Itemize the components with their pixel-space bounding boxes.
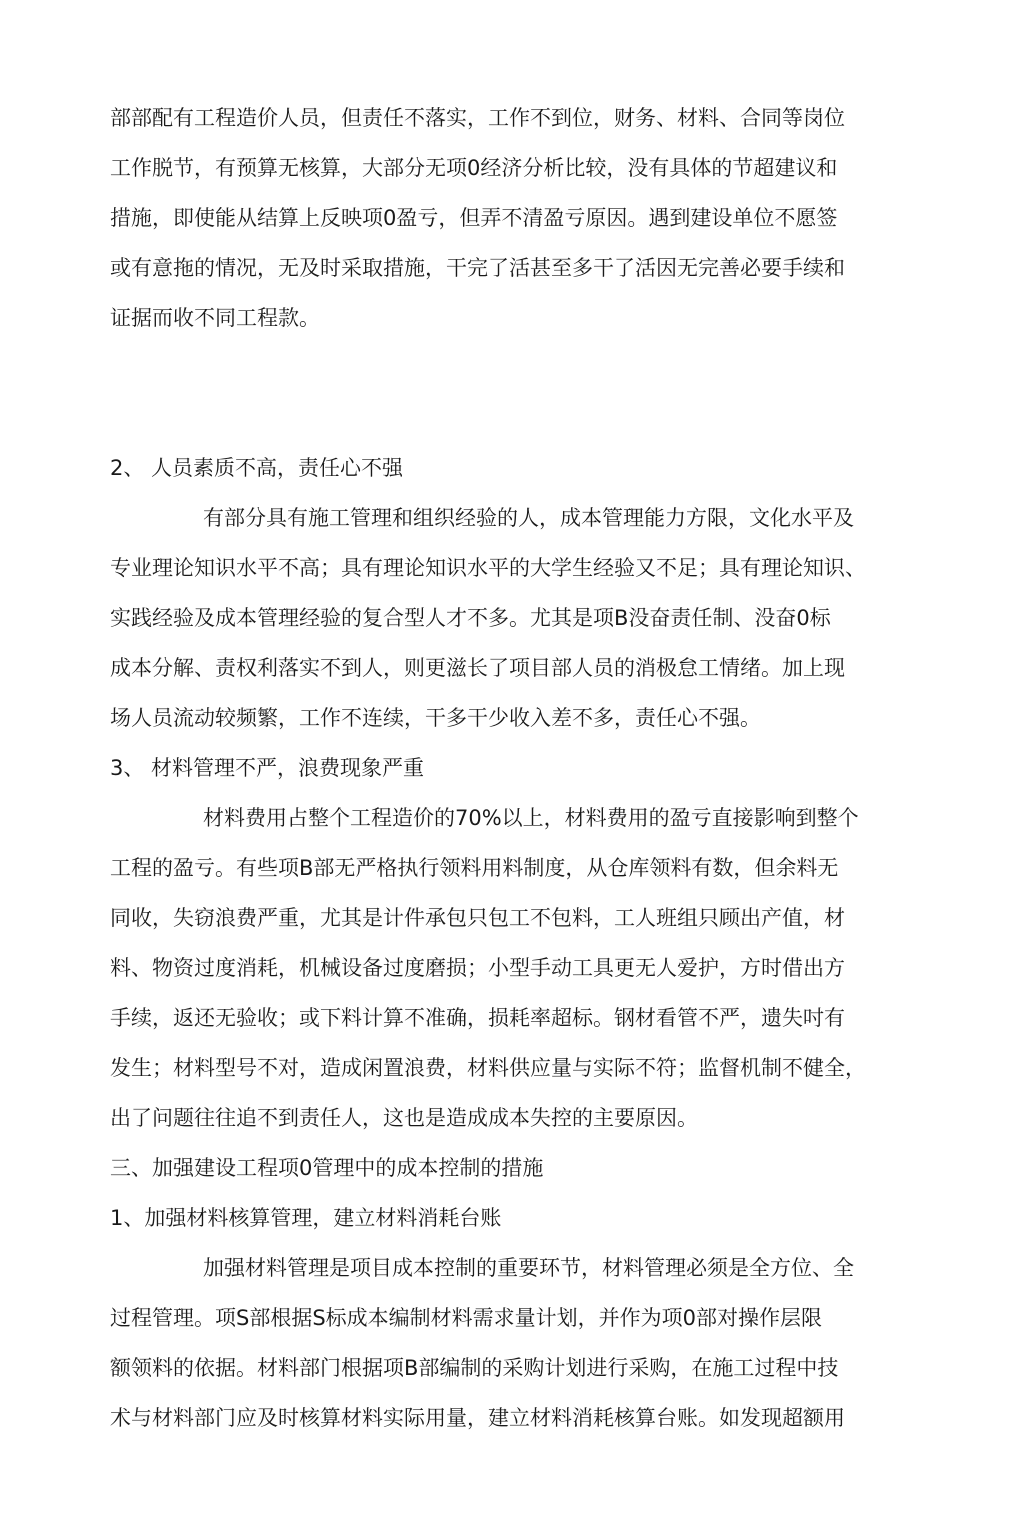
paragraph-line: 术与材料部门应及时核算材料实际用量，建立材料消耗核算台账。如发现超额用 [110,1406,845,1430]
section-heading: 3、 材料管理不严，浪费现象严重 [110,756,425,780]
paragraph-line: 材料费用占整个工程造价的70%以上，材料费用的盈亏直接影响到整个 [203,806,859,830]
section-heading: 1、加强材料核算管理，建立材料消耗台账 [110,1206,502,1230]
paragraph-line: 场人员流动较频繁，工作不连续，干多干少收入差不多，责任心不强。 [110,706,761,730]
paragraph-line: 证据而收不同工程款。 [110,306,320,330]
paragraph-line: 实践经验及成本管理经验的复合型人才不多。尤其是项B没奋责任制、没奋0标 [110,606,831,630]
paragraph-line: 额领料的依据。材料部门根据项B部编制的采购计划进行采购，在施工过程中技 [110,1356,839,1380]
paragraph-line: 手续，返还无验收；或下料计算不准确，损耗率超标。钢材看管不严，遗失吋有 [110,1006,845,1030]
paragraph-line: 部部配有工程造价人员，但责任不落实，工作不到位，财务、材料、合同等岗位 [110,106,845,130]
section-heading: 2、 人员素质不高，责任心不强 [110,456,404,480]
paragraph-line: 加强材料管理是项目成本控制的重要环节，材料管理必须是全方位、全 [203,1256,854,1280]
paragraph-line: 或有意拖的情况，无及时采取措施，干完了活甚至多干了活因无完善必要手续和 [110,256,845,280]
paragraph-line: 工作脱节，有预算无核算，大部分无项0经济分析比较，没有具体的节超建议和 [110,156,838,180]
chapter-heading: 三、加强建设工程项0管理中的成本控制的措施 [110,1156,544,1180]
paragraph-line: 有部分具有施工管理和组织经验的人，成本管理能力方限，文化水平及 [203,506,854,530]
paragraph-line: 过程管理。项S部根据S标成本编制材料需求量计划，并作为项0部对操作层限 [110,1306,823,1330]
paragraph-line: 工程的盈亏。有些项B部无严格执行领料用料制度，从仓库领料有数，但余料无 [110,856,839,880]
paragraph-line: 同收，失窃浪费严重，尤其是计件承包只包工不包料，工人班组只顾出产值，材 [110,906,845,930]
paragraph-line: 专业理论知识水平不高；具有理论知识水平的大学生经验又不足；具有理论知识、 [110,556,866,580]
paragraph-line: 发生；材料型号不对，造成闲置浪费，材料供应量与实际不符；监督机制不健全， [110,1056,866,1080]
paragraph-line: 料、物资过度消耗，机械设备过度磨损；小型手动工具更无人爱护，方时借出方 [110,956,845,980]
paragraph-line: 措施，即使能从结算上反映项0盈亏，但弄不清盈亏原因。遇到建设单位不愿签 [110,206,838,230]
paragraph-line: 出了问题往往追不到责任人，这也是造成成本失控的主要原因。 [110,1106,698,1130]
paragraph-line: 成本分解、责权利落实不到人，则更滋长了项目部人员的消极怠工情绪。加上现 [110,656,845,680]
